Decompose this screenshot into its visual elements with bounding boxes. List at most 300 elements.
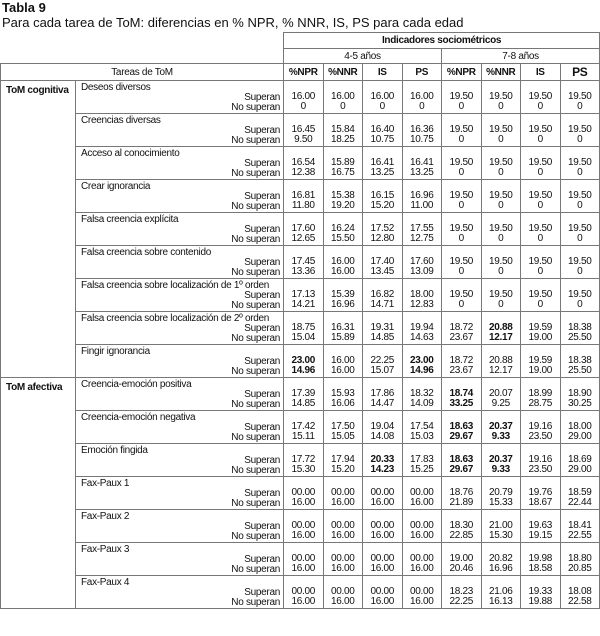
value-cell [363,81,403,114]
fail-value: 0 [537,134,543,145]
fail-value: 22.55 [568,530,592,541]
value-cell [363,510,403,543]
fail-value: 16.00 [409,563,434,574]
task-name: Crear ignorancia [81,181,151,192]
fail-value: 18.58 [528,563,553,574]
task-cell [76,213,284,246]
pass-value: 18.76 [449,487,474,498]
value-cell [363,444,403,477]
pass-value: 17.13 [291,289,316,300]
value-cell [560,576,600,609]
value-cell [481,510,521,543]
fail-value: 22.85 [449,530,474,541]
pass-value: 19.94 [409,322,434,333]
fail-value: 14.08 [370,431,395,442]
fail-value: 0 [458,134,464,145]
value-cell [284,378,324,411]
value-cell [402,213,442,246]
fail-value: 0 [379,101,385,112]
fail-value: 15.30 [488,530,513,541]
value-cell [402,576,442,609]
task-cell [76,576,284,609]
fail-value: 0 [577,266,583,277]
fail-value: 12.65 [291,233,316,244]
age-header-4-5: 4-5 años [284,49,442,64]
table-row [1,114,600,147]
fail-value: 33.25 [449,398,474,409]
pass-value: 16.00 [330,256,355,267]
fail-value: 18.25 [330,134,355,145]
pass-value: 20.37 [488,421,513,432]
fail-value: 0 [419,101,425,112]
value-cell [323,147,363,180]
pass-value: 18.75 [291,322,316,333]
fail-value: 0 [498,233,504,244]
pass-value: 18.23 [449,586,474,597]
table-row [1,510,600,543]
value-cell [284,213,324,246]
fail-value: 19.00 [528,365,553,376]
fail-value: 21.89 [449,497,474,508]
fail-value: 0 [498,266,504,277]
pass-value: 19.50 [568,190,592,201]
pass-value: 00.00 [291,520,316,531]
pass-value: 19.50 [488,157,513,168]
fail-value: 0 [537,200,543,211]
fail-value: 20.85 [568,563,592,574]
value-cell [481,411,521,444]
value-cell [284,312,324,345]
fail-value: 11.00 [410,200,434,211]
fail-value: 14.71 [370,299,395,310]
task-name: Fingir ignorancia [81,346,150,357]
fail-value: 0 [498,134,504,145]
pass-value: 19.50 [568,256,592,267]
fail-value: 19.20 [330,200,355,211]
value-cell [481,213,521,246]
task-cell [76,444,284,477]
table-row [1,543,600,576]
fail-value: 19.00 [528,332,553,343]
value-cell [521,510,561,543]
pass-value: 17.42 [291,421,316,432]
value-cell [284,81,324,114]
value-cell [521,576,561,609]
fail-label: No superan [231,168,280,179]
fail-value: 15.25 [409,464,434,475]
table-subtitle: Para cada tarea de ToM: diferencias en % NPR, % NNR, IS, PS para cada edad [2,15,464,30]
table-row [1,312,600,345]
fail-value: 16.00 [291,530,316,541]
value-cell [442,246,482,279]
fail-value: 0 [458,266,464,277]
value-cell [323,576,363,609]
fail-value: 15.33 [488,497,513,508]
pass-value: 17.60 [409,256,434,267]
task-cell [76,180,284,213]
pass-value: 18.63 [449,454,474,465]
value-cell [284,510,324,543]
fail-value: 14.47 [370,398,395,409]
value-cell [560,246,600,279]
value-cell [363,213,403,246]
fail-value: 14.21 [291,299,316,310]
value-cell [442,411,482,444]
fail-value: 18.67 [528,497,553,508]
column-header: %NNR [481,64,521,81]
task-name: Falsa creencia sobre localización de 2º orden [81,313,270,324]
pass-value: 19.50 [449,124,474,135]
fail-value: 16.00 [370,596,395,607]
value-cell [481,576,521,609]
pass-value: 15.89 [330,157,355,168]
fail-value: 0 [537,299,543,310]
table-row [1,477,600,510]
value-cell [521,81,561,114]
fail-value: 0 [577,167,583,178]
fail-value: 12.38 [291,167,316,178]
fail-value: 0 [537,101,543,112]
pass-value: 19.50 [449,190,474,201]
pass-value: 19.50 [488,91,513,102]
value-cell [560,477,600,510]
fail-value: 0 [458,167,464,178]
value-cell [284,444,324,477]
value-cell [284,576,324,609]
value-cell [521,180,561,213]
fail-value: 19.88 [528,596,553,607]
value-cell [402,147,442,180]
pass-value: 19.50 [449,157,474,168]
value-cell [521,411,561,444]
fail-value: 23.67 [449,332,474,343]
pass-value: 00.00 [409,586,434,597]
column-header: PS [402,64,442,81]
fail-value: 12.17 [488,332,513,343]
pass-value: 19.31 [370,322,395,333]
pass-value: 19.50 [528,256,553,267]
fail-label: No superan [231,531,280,542]
value-cell [363,477,403,510]
pass-value: 00.00 [330,520,355,531]
pass-value: 19.50 [568,223,592,234]
fail-value: 13.25 [409,167,434,178]
value-cell [560,81,600,114]
value-cell [481,279,521,312]
value-cell [284,147,324,180]
pass-value: 00.00 [370,553,395,564]
pass-value: 20.07 [488,388,513,399]
value-cell [323,180,363,213]
value-cell [481,345,521,378]
pass-value: 00.00 [291,586,316,597]
table-row [1,246,600,279]
value-cell [284,411,324,444]
pass-value: 17.83 [409,454,434,465]
pass-value: 17.60 [291,223,316,234]
pass-value: 19.50 [568,91,592,102]
pass-value: 15.39 [330,289,355,300]
fail-value: 19.15 [528,530,553,541]
fail-label: No superan [231,300,280,311]
pass-value: 22.25 [370,355,395,366]
value-cell [560,279,600,312]
value-cell [442,576,482,609]
fail-value: 23.50 [528,431,553,442]
pass-value: 19.50 [568,289,592,300]
value-cell [442,444,482,477]
pass-value: 20.88 [488,322,513,333]
pass-value: 23.00 [291,355,316,366]
value-cell [323,279,363,312]
fail-value: 0 [577,101,583,112]
pass-value: 20.82 [488,553,513,564]
value-cell [284,114,324,147]
value-cell [363,378,403,411]
pass-value: 20.88 [488,355,513,366]
value-cell [521,477,561,510]
value-cell [442,378,482,411]
value-cell [442,312,482,345]
pass-label: Superan [244,92,280,103]
pass-value: 19.50 [449,223,474,234]
value-cell [323,81,363,114]
task-cell [76,378,284,411]
task-cell [76,114,284,147]
pass-value: 19.50 [528,124,553,135]
task-name: Creencia-emoción negativa [81,412,196,423]
task-cell [76,345,284,378]
fail-value: 16.00 [330,266,355,277]
value-cell [560,312,600,345]
pass-value: 00.00 [409,487,434,498]
pass-value: 16.00 [409,91,434,102]
pass-value: 18.90 [568,388,592,399]
value-cell [442,543,482,576]
value-cell [442,477,482,510]
fail-value: 0 [498,200,504,211]
value-cell [560,345,600,378]
table-row [1,180,600,213]
pass-label: Superan [244,125,280,136]
pass-value: 18.00 [568,421,592,432]
column-header: %NNR [323,64,363,81]
task-cell [76,510,284,543]
value-cell [323,543,363,576]
pass-label: Superan [244,554,280,565]
fail-value: 16.00 [370,563,395,574]
task-name: Deseos diversos [81,82,151,93]
value-cell [481,543,521,576]
fail-value: 0 [498,299,504,310]
fail-value: 16.00 [409,596,434,607]
pass-value: 18.69 [568,454,592,465]
fail-value: 0 [577,299,583,310]
fail-value: 16.96 [330,299,355,310]
task-name: Falsa creencia sobre contenido [81,247,211,258]
fail-value: 20.46 [449,563,474,574]
pass-value: 17.39 [291,388,316,399]
pass-value: 00.00 [370,520,395,531]
pass-value: 16.45 [291,124,316,135]
column-header: %NPR [442,64,482,81]
fail-label: No superan [231,102,280,113]
pass-value: 16.81 [291,190,316,201]
value-cell [402,279,442,312]
fail-value: 0 [537,233,543,244]
fail-value: 0 [577,134,583,145]
pass-value: 21.00 [488,520,513,531]
value-cell [442,345,482,378]
value-cell [560,180,600,213]
pass-value: 17.55 [409,223,434,234]
pass-value: 16.15 [370,190,395,201]
pass-value: 19.50 [568,124,592,135]
fail-value: 30.25 [568,398,592,409]
pass-value: 16.00 [330,355,355,366]
fail-value: 29.00 [568,464,592,475]
value-cell [402,81,442,114]
pass-value: 16.00 [330,91,355,102]
value-cell [560,147,600,180]
pass-value: 19.50 [488,256,513,267]
fail-value: 9.50 [294,134,313,145]
pass-label: Superan [244,224,280,235]
value-cell [323,477,363,510]
task-cell [76,543,284,576]
pass-value: 19.16 [528,421,553,432]
pass-value: 17.52 [370,223,395,234]
value-cell [402,510,442,543]
pass-value: 18.41 [568,520,592,531]
pass-value: 19.50 [488,190,513,201]
task-name: Fax-Paux 2 [81,511,130,522]
fail-value: 0 [498,101,504,112]
fail-value: 13.09 [409,266,434,277]
pass-value: 20.37 [488,454,513,465]
pass-value: 19.50 [528,157,553,168]
value-cell [442,81,482,114]
fail-value: 10.75 [409,134,434,145]
fail-value: 22.25 [449,596,474,607]
fail-label: No superan [231,432,280,443]
value-cell [363,411,403,444]
fail-value: 14.23 [370,464,395,475]
value-cell [560,114,600,147]
pass-value: 16.40 [370,124,395,135]
fail-value: 13.45 [370,266,395,277]
pass-value: 15.84 [330,124,355,135]
pass-value: 00.00 [291,553,316,564]
pass-value: 19.59 [528,355,553,366]
fail-label: No superan [231,597,280,608]
fail-value: 16.00 [370,530,395,541]
value-cell [442,114,482,147]
fail-value: 16.00 [370,497,395,508]
fail-value: 15.11 [291,431,315,442]
fail-value: 22.58 [568,596,592,607]
fail-value: 15.89 [330,332,355,343]
pass-value: 19.50 [449,289,474,300]
pass-label: Superan [244,422,280,433]
pass-value: 16.36 [409,124,434,135]
fail-value: 9.25 [491,398,510,409]
pass-value: 19.16 [528,454,553,465]
value-cell [363,312,403,345]
value-cell [363,543,403,576]
fail-value: 0 [537,266,543,277]
value-cell [521,312,561,345]
pass-value: 00.00 [291,487,316,498]
task-name: Falsa creencia sobre localización de 1º orden [81,280,270,291]
fail-value: 16.00 [330,497,355,508]
value-cell [363,114,403,147]
value-cell [363,147,403,180]
pass-value: 18.38 [568,355,592,366]
table-row [1,444,600,477]
pass-label: Superan [244,323,280,334]
pass-value: 18.74 [449,388,474,399]
pass-value: 21.06 [488,586,513,597]
pass-value: 16.24 [330,223,355,234]
value-cell [284,246,324,279]
pass-value: 15.38 [330,190,355,201]
fail-value: 15.20 [370,200,395,211]
fail-value: 15.05 [330,431,355,442]
fail-value: 13.25 [370,167,395,178]
task-cell [76,312,284,345]
fail-value: 11.80 [291,200,315,211]
pass-value: 19.50 [488,223,513,234]
value-cell [481,81,521,114]
table-row [1,345,600,378]
pass-label: Superan [244,290,280,301]
pass-value: 16.96 [409,190,434,201]
value-cell [442,213,482,246]
pass-value: 16.31 [330,322,355,333]
table-row [1,378,600,411]
value-cell [323,444,363,477]
value-cell [481,114,521,147]
fail-value: 14.85 [291,398,316,409]
value-cell [442,147,482,180]
value-cell [323,378,363,411]
fail-value: 16.13 [488,596,513,607]
pass-label: Superan [244,158,280,169]
fail-value: 0 [458,233,464,244]
fail-label: No superan [231,465,280,476]
fail-value: 0 [300,101,306,112]
task-name: Falsa creencia explícita [81,214,179,225]
value-cell [521,147,561,180]
value-cell [402,543,442,576]
fail-value: 28.75 [528,398,553,409]
task-name: Fax-Paux 3 [81,544,130,555]
fail-value: 15.30 [291,464,316,475]
pass-value: 19.04 [370,421,395,432]
fail-value: 15.07 [370,365,395,376]
fail-value: 12.17 [488,365,513,376]
fail-label: No superan [231,135,280,146]
pass-value: 16.00 [291,91,316,102]
task-cell [76,477,284,510]
value-cell [363,279,403,312]
fail-value: 25.50 [568,332,592,343]
value-cell [442,279,482,312]
group-label: ToM afectiva [1,378,76,609]
fail-value: 0 [577,200,583,211]
pass-value: 19.33 [528,586,553,597]
